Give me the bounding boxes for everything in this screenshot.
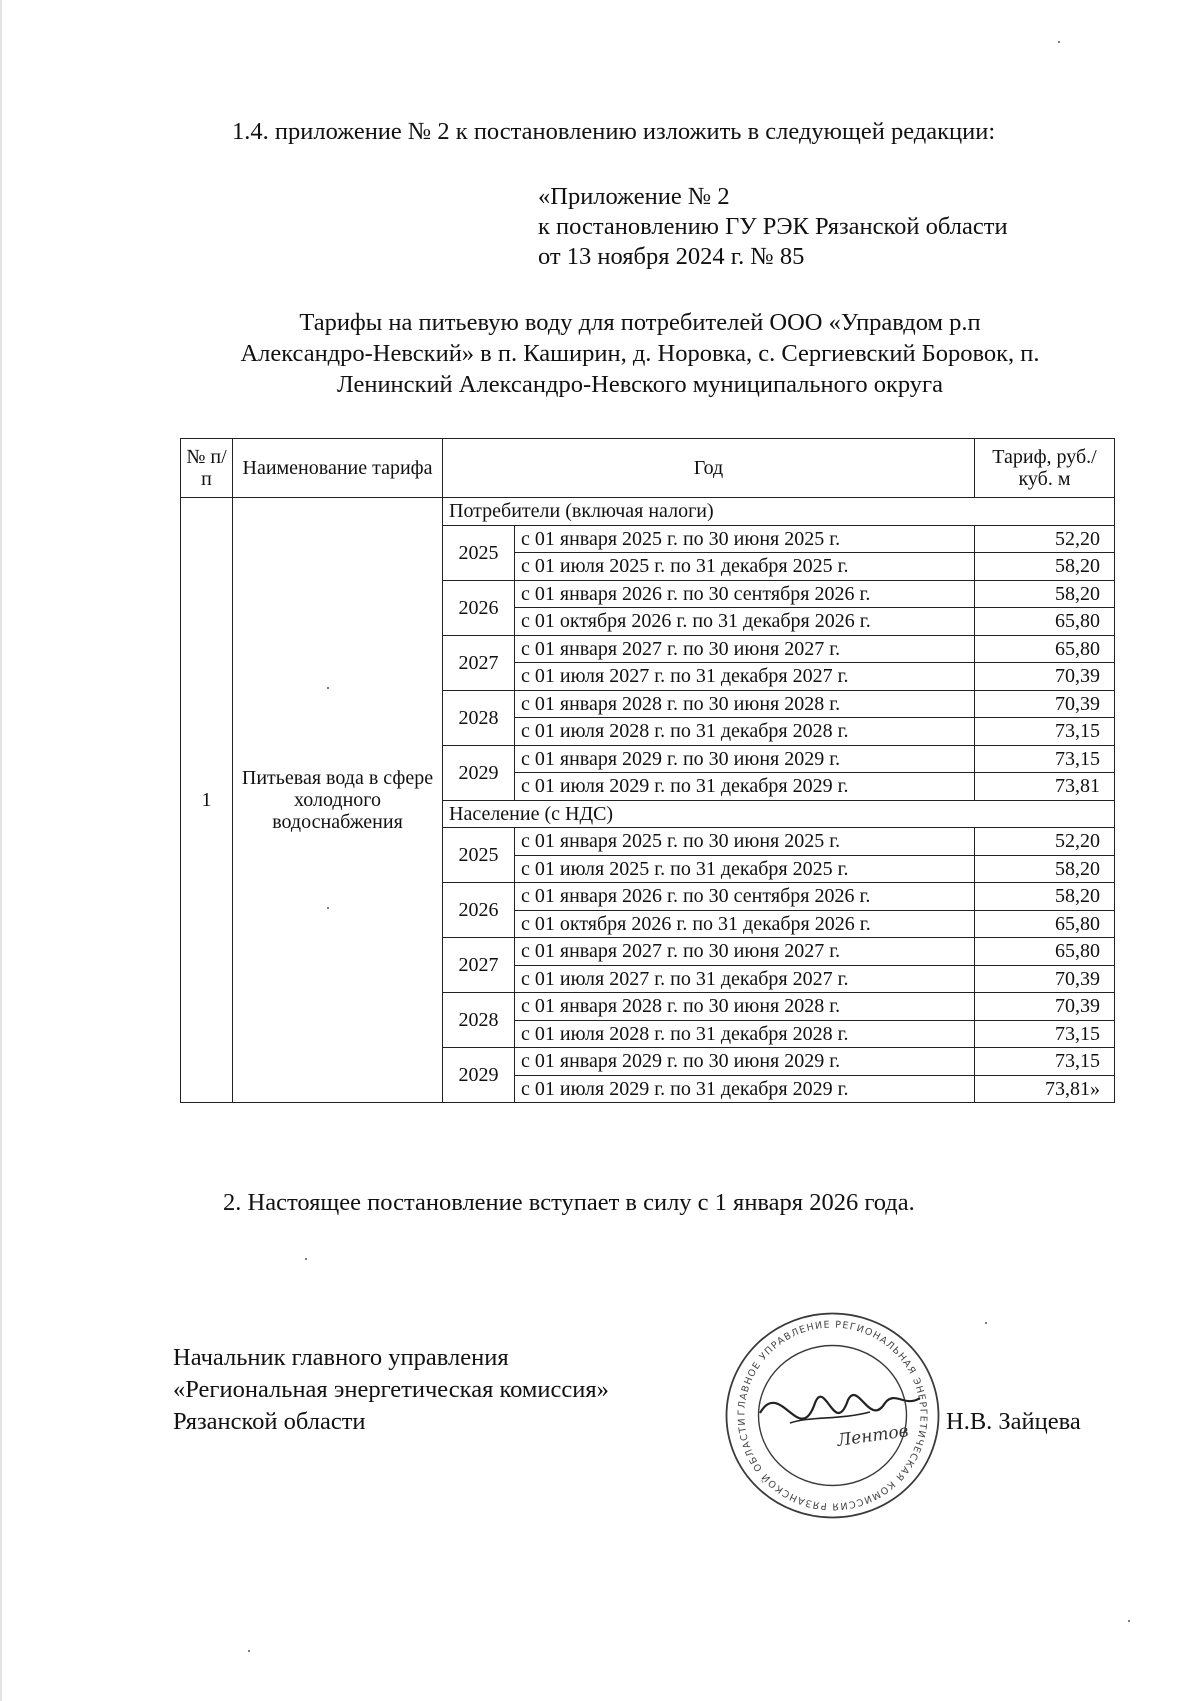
period-cell: с 01 июля 2029 г. по 31 декабря 2029 г.: [515, 1075, 975, 1103]
scan-speck: [305, 1258, 307, 1260]
period-cell: с 01 января 2029 г. по 30 июня 2029 г.: [515, 745, 975, 773]
tariff-value-cell: 65,80: [975, 910, 1115, 938]
signature-scrawl-text: Лентов: [835, 1421, 910, 1451]
tariff-value-cell: 58,20: [975, 855, 1115, 883]
period-cell: с 01 июля 2027 г. по 31 декабря 2027 г.: [515, 663, 975, 691]
section-row: [181, 498, 1115, 526]
section-label: Потребители (включая налоги): [443, 498, 1115, 526]
period-cell: с 01 июля 2025 г. по 31 декабря 2025 г.: [515, 855, 975, 883]
tariff-value-cell: 73,15: [975, 1020, 1115, 1048]
signature-block: [173, 1342, 609, 1438]
header-tariff: Тариф, руб./куб. м: [975, 439, 1115, 498]
paragraph-2: 2. Настоящее постановление вступает в силу с 1 января 2026 года.: [223, 1189, 915, 1216]
signature-position-line-3: Рязанской области: [173, 1408, 366, 1435]
period-cell: с 01 января 2029 г. по 30 июня 2029 г.: [515, 1048, 975, 1076]
scan-speck: [327, 907, 329, 909]
scan-speck: [248, 1650, 250, 1652]
tariff-value-cell: 73,81: [975, 773, 1115, 801]
tariff-table-body: [181, 439, 1115, 1103]
tariff-value-cell: 58,20: [975, 553, 1115, 581]
tariff-value-cell: 65,80: [975, 608, 1115, 636]
year-cell: 2028: [443, 690, 515, 745]
period-cell: с 01 января 2025 г. по 30 июня 2025 г.: [515, 525, 975, 553]
tariff-value-cell: 65,80: [975, 635, 1115, 663]
period-cell: с 01 января 2027 г. по 30 июня 2027 г.: [515, 938, 975, 966]
row-number: 1: [181, 498, 233, 1103]
scan-speck: [327, 687, 329, 689]
period-cell: с 01 июля 2025 г. по 31 декабря 2025 г.: [515, 553, 975, 581]
title-line-2: Александро-Невский» в п. Каширин, д. Норовка, с. Сергиевский Боровок, п.: [240, 340, 1040, 367]
appendix-line-1: «Приложение № 2: [538, 183, 730, 210]
title-line-1: Тарифы на питьевую воду для потребителей ООО «Управдом р.п: [299, 309, 981, 336]
paragraph-1: 1.4. приложение № 2 к постановлению изложить в следующей редакции:: [232, 118, 996, 145]
tariff-value-cell: 73,15: [975, 745, 1115, 773]
tariff-value-cell: 70,39: [975, 690, 1115, 718]
year-cell: 2029: [443, 745, 515, 800]
tariff-value-cell: 70,39: [975, 965, 1115, 993]
scan-speck: [985, 1322, 987, 1324]
scan-speck: [1128, 1620, 1130, 1622]
appendix-line-3: от 13 ноября 2024 г. № 85: [538, 243, 805, 270]
year-cell: 2027: [443, 635, 515, 690]
tariff-value-cell: 70,39: [975, 663, 1115, 691]
year-cell: 2029: [443, 1048, 515, 1103]
stamp-ring-text: ГЛАВНОЕ УПРАВЛЕНИЕ РЕГИОНАЛЬНАЯ ЭНЕРГЕТИЧЕСКАЯ КОМИССИЯ РЯЗАНСКОЙ ОБЛАСТИ: [736, 1319, 929, 1512]
tariff-value-cell: 73,15: [975, 718, 1115, 746]
tariff-value-cell: 70,39: [975, 993, 1115, 1021]
title-line-3: Ленинский Александро-Невского муниципального округа: [337, 371, 943, 398]
period-cell: с 01 октября 2026 г. по 31 декабря 2026 г.: [515, 608, 975, 636]
period-cell: с 01 января 2028 г. по 30 июня 2028 г.: [515, 690, 975, 718]
tariff-value-cell: 73,81»: [975, 1075, 1115, 1103]
period-cell: с 01 июля 2027 г. по 31 декабря 2027 г.: [515, 965, 975, 993]
tariff-name: Питьевая вода в сфере холодного водоснабжения: [233, 498, 443, 1103]
svg-text:ГЛАВНОЕ УПРАВЛЕНИЕ РЕГИОНАЛЬНА: [736, 1319, 928, 1511]
year-cell: 2026: [443, 883, 515, 938]
signature-position-line-2: «Региональная энергетическая комиссия»: [173, 1376, 609, 1403]
scan-speck: [1058, 41, 1060, 43]
period-cell: с 01 января 2026 г. по 30 сентября 2026 г.: [515, 883, 975, 911]
document-title: [160, 307, 1120, 400]
year-cell: 2025: [443, 828, 515, 883]
appendix-heading: [538, 182, 1008, 272]
year-cell: 2028: [443, 993, 515, 1048]
period-cell: с 01 июля 2028 г. по 31 декабря 2028 г.: [515, 1020, 975, 1048]
period-cell: с 01 января 2025 г. по 30 июня 2025 г.: [515, 828, 975, 856]
period-cell: с 01 октября 2026 г. по 31 декабря 2026 г.: [515, 910, 975, 938]
tariff-value-cell: 58,20: [975, 883, 1115, 911]
tariff-value-cell: 52,20: [975, 525, 1115, 553]
signature-position-line-1: Начальник главного управления: [173, 1344, 509, 1371]
header-year: Год: [443, 439, 975, 498]
period-cell: с 01 января 2027 г. по 30 июня 2027 г.: [515, 635, 975, 663]
handwritten-signature-icon: [760, 1395, 920, 1419]
section-label: Население (с НДС): [443, 800, 1115, 828]
tariff-value-cell: 65,80: [975, 938, 1115, 966]
official-stamp-seal: [720, 1308, 945, 1523]
period-cell: с 01 января 2026 г. по 30 сентября 2026 г.: [515, 580, 975, 608]
tariff-value-cell: 73,15: [975, 1048, 1115, 1076]
year-cell: 2026: [443, 580, 515, 635]
table-header-row: [181, 439, 1115, 498]
signatory-name: Н.В. Зайцева: [946, 1408, 1081, 1435]
header-name: Наименование тарифа: [233, 439, 443, 498]
period-cell: с 01 июля 2029 г. по 31 декабря 2029 г.: [515, 773, 975, 801]
appendix-line-2: к постановлению ГУ РЭК Рязанской области: [538, 213, 1008, 240]
tariff-value-cell: 52,20: [975, 828, 1115, 856]
header-num: № п/п: [181, 439, 233, 498]
period-cell: с 01 января 2028 г. по 30 июня 2028 г.: [515, 993, 975, 1021]
tariff-value-cell: 58,20: [975, 580, 1115, 608]
period-cell: с 01 июля 2028 г. по 31 декабря 2028 г.: [515, 718, 975, 746]
tariff-table: [180, 438, 1115, 1103]
year-cell: 2025: [443, 525, 515, 580]
scan-margin-edge: [0, 0, 2, 1701]
year-cell: 2027: [443, 938, 515, 993]
